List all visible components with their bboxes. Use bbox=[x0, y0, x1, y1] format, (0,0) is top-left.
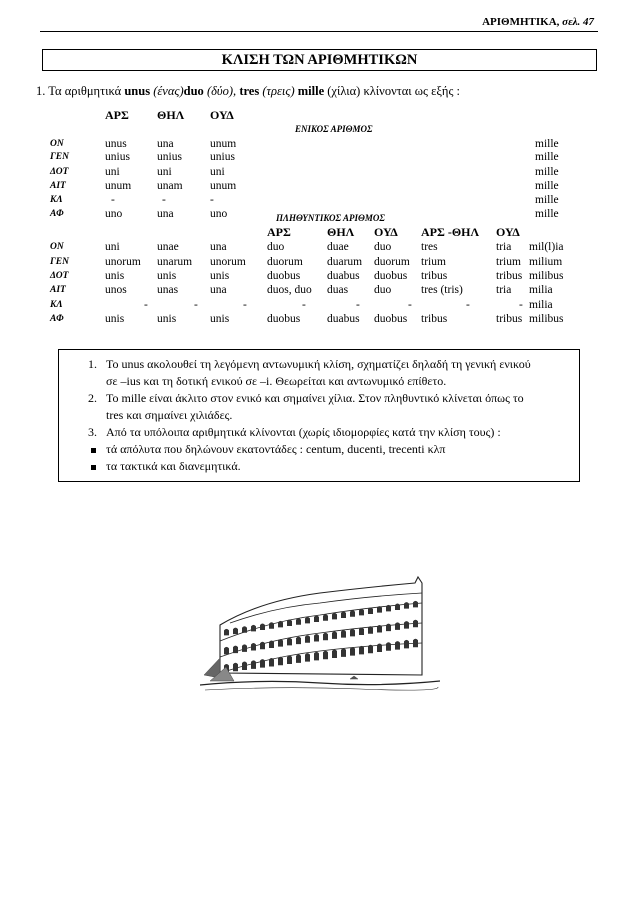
form-cell: unis bbox=[210, 313, 230, 325]
arch-window bbox=[413, 620, 418, 628]
form-cell: uno bbox=[105, 208, 123, 220]
case-label: ΓΕΝ bbox=[50, 257, 69, 267]
arch-window bbox=[404, 640, 409, 649]
arch-window bbox=[278, 639, 283, 647]
form-cell: duae bbox=[327, 241, 349, 253]
arch-window bbox=[386, 605, 391, 612]
arch-window bbox=[323, 633, 328, 641]
note-line: tres και σημαίνει χιλιάδες. bbox=[106, 408, 233, 422]
form-cell: tria bbox=[496, 284, 512, 296]
arch-window bbox=[332, 613, 337, 620]
form-cell: duobus bbox=[374, 270, 408, 282]
form-cell: unius bbox=[210, 151, 235, 163]
pl-header-duo-neut: ΟΥΔ bbox=[374, 225, 398, 239]
arch-window bbox=[242, 626, 247, 633]
arch-window bbox=[323, 651, 328, 660]
form-cell: duarum bbox=[327, 256, 363, 268]
arch-window bbox=[242, 662, 247, 671]
case-label: ΔΟΤ bbox=[50, 167, 69, 177]
form-cell: - bbox=[356, 299, 360, 311]
form-cell: tribus bbox=[496, 270, 523, 282]
arch-window bbox=[377, 606, 382, 613]
sg-header-masc: ΑΡΣ bbox=[105, 108, 129, 122]
arch-window bbox=[251, 643, 256, 651]
form-cell: unas bbox=[157, 284, 179, 296]
arch-window bbox=[269, 658, 274, 667]
form-cell: uni bbox=[210, 166, 225, 178]
form-cell: duobus bbox=[267, 270, 301, 282]
case-label: ΑΙΤ bbox=[50, 285, 66, 295]
note-line: τά απόλυτα που δηλώνουν εκατοντάδες : centum, ducenti, trecenti κλπ bbox=[106, 442, 446, 456]
pl-header-duo-masc: ΑΡΣ bbox=[267, 225, 291, 239]
form-cell: - bbox=[111, 194, 115, 206]
intro-duo-gr: (δύο), bbox=[206, 84, 237, 98]
form-cell: mille bbox=[535, 138, 559, 150]
form-cell: unorum bbox=[105, 256, 141, 268]
form-cell: unis bbox=[105, 270, 125, 282]
arch-window bbox=[260, 624, 265, 631]
form-cell: una bbox=[210, 284, 227, 296]
arch-window bbox=[413, 639, 418, 648]
arch-window bbox=[278, 657, 283, 666]
arch-window bbox=[296, 637, 301, 645]
form-cell: unum bbox=[210, 180, 237, 192]
intro-text: 1. Τα αριθμητικά bbox=[36, 84, 125, 98]
form-cell: - bbox=[162, 194, 166, 206]
case-label: ΚΛ bbox=[50, 195, 63, 205]
form-cell: - bbox=[210, 194, 214, 206]
plural-label: ΠΛΗΘΥΝΤΙΚΟΣ ΑΡΙΘΜΟΣ bbox=[276, 213, 385, 223]
arch-window bbox=[377, 644, 382, 653]
sg-header-neut: ΟΥΔ bbox=[210, 108, 234, 122]
form-cell: - bbox=[408, 299, 412, 311]
arch-window bbox=[296, 654, 301, 663]
form-cell: una bbox=[210, 241, 227, 253]
running-header-page: σελ. 47 bbox=[562, 16, 594, 28]
form-cell: tribus bbox=[421, 313, 448, 325]
singular-label: ΕΝΙΚΟΣ ΑΡΙΘΜΟΣ bbox=[295, 124, 373, 134]
arch-window bbox=[323, 614, 328, 621]
form-cell: tria bbox=[496, 241, 512, 253]
arch-window bbox=[332, 650, 337, 659]
note-number: 2. bbox=[88, 391, 97, 405]
form-cell: mille bbox=[535, 208, 559, 220]
form-cell: duobus bbox=[267, 313, 301, 325]
intro-tres: tres bbox=[239, 84, 260, 98]
form-cell: tres bbox=[421, 241, 438, 253]
form-cell: - bbox=[302, 299, 306, 311]
note-line: τα τακτικά και διανεμητικά. bbox=[106, 459, 241, 473]
form-cell: unum bbox=[105, 180, 132, 192]
arch-window bbox=[251, 625, 256, 632]
pl-header-duo-fem: ΘΗΛ bbox=[327, 225, 355, 239]
arch-window bbox=[305, 653, 310, 662]
arch-window bbox=[305, 617, 310, 624]
form-cell: unum bbox=[210, 138, 237, 150]
note-line: Από τα υπόλοιπα αριθμητικά κλίνονται (χωρίς ιδιομορφίες κατά την κλίση τους) : bbox=[106, 425, 501, 439]
colosseum-icon bbox=[200, 563, 440, 693]
form-cell: trium bbox=[496, 256, 521, 268]
form-cell: - bbox=[519, 299, 523, 311]
pl-header-tres-mf: ΑΡΣ -ΘΗΛ bbox=[421, 225, 480, 239]
bullet-icon bbox=[91, 448, 96, 453]
arch-window bbox=[296, 618, 301, 625]
arch-window bbox=[314, 652, 319, 661]
form-cell: duo bbox=[267, 241, 285, 253]
arch-window bbox=[341, 630, 346, 638]
arch-window bbox=[332, 631, 337, 639]
case-label: ΟΝ bbox=[50, 242, 64, 252]
form-cell: tres (tris) bbox=[421, 284, 463, 296]
arch-window bbox=[350, 610, 355, 617]
form-cell: unis bbox=[157, 270, 177, 282]
form-cell: unos bbox=[105, 284, 127, 296]
running-header-title: ΑΡΙΘΜΗΤΙΚΑ, bbox=[482, 16, 560, 28]
form-cell: mille bbox=[535, 194, 559, 206]
form-cell: tribus bbox=[496, 313, 523, 325]
form-cell: duos, duo bbox=[267, 284, 312, 296]
sg-header-fem: ΘΗΛ bbox=[157, 108, 185, 122]
arch-window bbox=[341, 648, 346, 657]
arch-window bbox=[359, 628, 364, 636]
intro-unus: unus bbox=[124, 84, 151, 98]
form-cell: duas bbox=[327, 284, 349, 296]
form-cell: milia bbox=[529, 284, 553, 296]
form-cell: duo bbox=[374, 284, 392, 296]
form-cell: unius bbox=[105, 151, 130, 163]
note-number: 1. bbox=[88, 357, 97, 371]
arch-window bbox=[269, 622, 274, 629]
form-cell: duobus bbox=[374, 313, 408, 325]
form-cell: unis bbox=[210, 270, 230, 282]
arch-window bbox=[341, 612, 346, 619]
arch-window bbox=[404, 602, 409, 609]
arch-window bbox=[224, 629, 229, 636]
case-label: ΑΦ bbox=[50, 314, 64, 324]
arch-window bbox=[260, 642, 265, 650]
arch-window bbox=[314, 634, 319, 642]
intro-mille: mille bbox=[297, 84, 325, 98]
form-cell: unarum bbox=[157, 256, 193, 268]
form-cell: uno bbox=[210, 208, 228, 220]
arch-window bbox=[350, 629, 355, 637]
case-label: ΓΕΝ bbox=[50, 152, 69, 162]
form-cell: milibus bbox=[529, 270, 564, 282]
intro-line bbox=[36, 84, 460, 99]
form-cell: - bbox=[466, 299, 470, 311]
form-cell: una bbox=[157, 138, 174, 150]
intro-duo: duo bbox=[183, 84, 204, 98]
note-line: σε –ius και τη δοτική ενικού σε –i. Θεωρείται και αντωνυμικό επίθετο. bbox=[106, 374, 447, 388]
arch-window bbox=[368, 608, 373, 615]
pl-header-tres-neut: ΟΥΔ bbox=[496, 225, 520, 239]
form-cell: milium bbox=[529, 256, 563, 268]
arch-window bbox=[242, 644, 247, 652]
form-cell: milibus bbox=[529, 313, 564, 325]
arch-window bbox=[395, 641, 400, 650]
arch-window bbox=[287, 620, 292, 627]
form-cell: - bbox=[194, 299, 198, 311]
arch-window bbox=[251, 660, 256, 669]
arch-window bbox=[314, 616, 319, 623]
arch-window bbox=[260, 659, 265, 668]
form-cell: unis bbox=[157, 313, 177, 325]
form-cell: trium bbox=[421, 256, 446, 268]
intro-unus-gr: (ένας) bbox=[153, 84, 184, 98]
case-label: ΟΝ bbox=[50, 139, 64, 149]
form-cell: tribus bbox=[421, 270, 448, 282]
arch-window bbox=[359, 646, 364, 655]
form-cell: - bbox=[243, 299, 247, 311]
arch-window bbox=[413, 601, 418, 608]
form-cell: unae bbox=[157, 241, 179, 253]
form-cell: duabus bbox=[327, 313, 360, 325]
arch-window bbox=[359, 609, 364, 616]
arch-window bbox=[233, 646, 238, 654]
arch-window bbox=[395, 604, 400, 611]
arch-window bbox=[269, 640, 274, 648]
form-cell: duorum bbox=[267, 256, 303, 268]
form-cell: - bbox=[144, 299, 148, 311]
arch-window bbox=[305, 635, 310, 643]
page-title: ΚΛΙΣΗ ΤΩΝ ΑΡΙΘΜΗΤΙΚΩΝ bbox=[42, 49, 597, 71]
note-line: Το unus ακολουθεί τη λεγόμενη αντωνυμική κλίση, σχηματίζει δηλαδή τη γενική ενικού bbox=[106, 357, 531, 371]
form-cell: mille bbox=[535, 151, 559, 163]
form-cell: duabus bbox=[327, 270, 360, 282]
case-label: ΑΙΤ bbox=[50, 181, 66, 191]
case-label: ΑΦ bbox=[50, 209, 64, 219]
form-cell: unorum bbox=[210, 256, 246, 268]
arch-window bbox=[278, 621, 283, 628]
form-cell: uni bbox=[157, 166, 172, 178]
arch-window bbox=[224, 647, 229, 655]
arch-window bbox=[233, 628, 238, 635]
form-cell: unius bbox=[157, 151, 182, 163]
arch-window bbox=[368, 626, 373, 634]
form-cell: uni bbox=[105, 241, 120, 253]
arch-window bbox=[404, 621, 409, 629]
arch-window bbox=[368, 645, 373, 654]
note-number: 3. bbox=[88, 425, 97, 439]
arch-window bbox=[377, 625, 382, 633]
note-line: Το mille είναι άκλιτο στον ενικό και σημαίνει χίλια. Στον πληθυντικό κλίνεται όπως το bbox=[106, 391, 524, 405]
form-cell: uni bbox=[105, 166, 120, 178]
intro-rest: (χίλια) κλίνονται ως εξής : bbox=[327, 84, 460, 98]
case-label: ΔΟΤ bbox=[50, 271, 69, 281]
arch-window bbox=[233, 663, 238, 672]
arch-window bbox=[386, 642, 391, 651]
case-label: ΚΛ bbox=[50, 300, 63, 310]
form-cell: duo bbox=[374, 241, 392, 253]
arch-window bbox=[350, 647, 355, 656]
form-cell: unis bbox=[105, 313, 125, 325]
form-cell: unam bbox=[157, 180, 183, 192]
form-cell: una bbox=[157, 208, 174, 220]
form-cell: mil(l)ia bbox=[529, 241, 564, 253]
running-header bbox=[482, 16, 594, 28]
form-cell: mille bbox=[535, 166, 559, 178]
header-rule bbox=[40, 31, 598, 32]
intro-tres-gr: (τρεις) bbox=[262, 84, 295, 98]
arch-window bbox=[287, 656, 292, 665]
arch-window bbox=[386, 624, 391, 632]
form-cell: unus bbox=[105, 138, 127, 150]
form-cell: duorum bbox=[374, 256, 410, 268]
form-cell: milia bbox=[529, 299, 553, 311]
arch-window bbox=[395, 622, 400, 630]
arch-window bbox=[287, 638, 292, 646]
form-cell: mille bbox=[535, 180, 559, 192]
bullet-icon bbox=[91, 465, 96, 470]
